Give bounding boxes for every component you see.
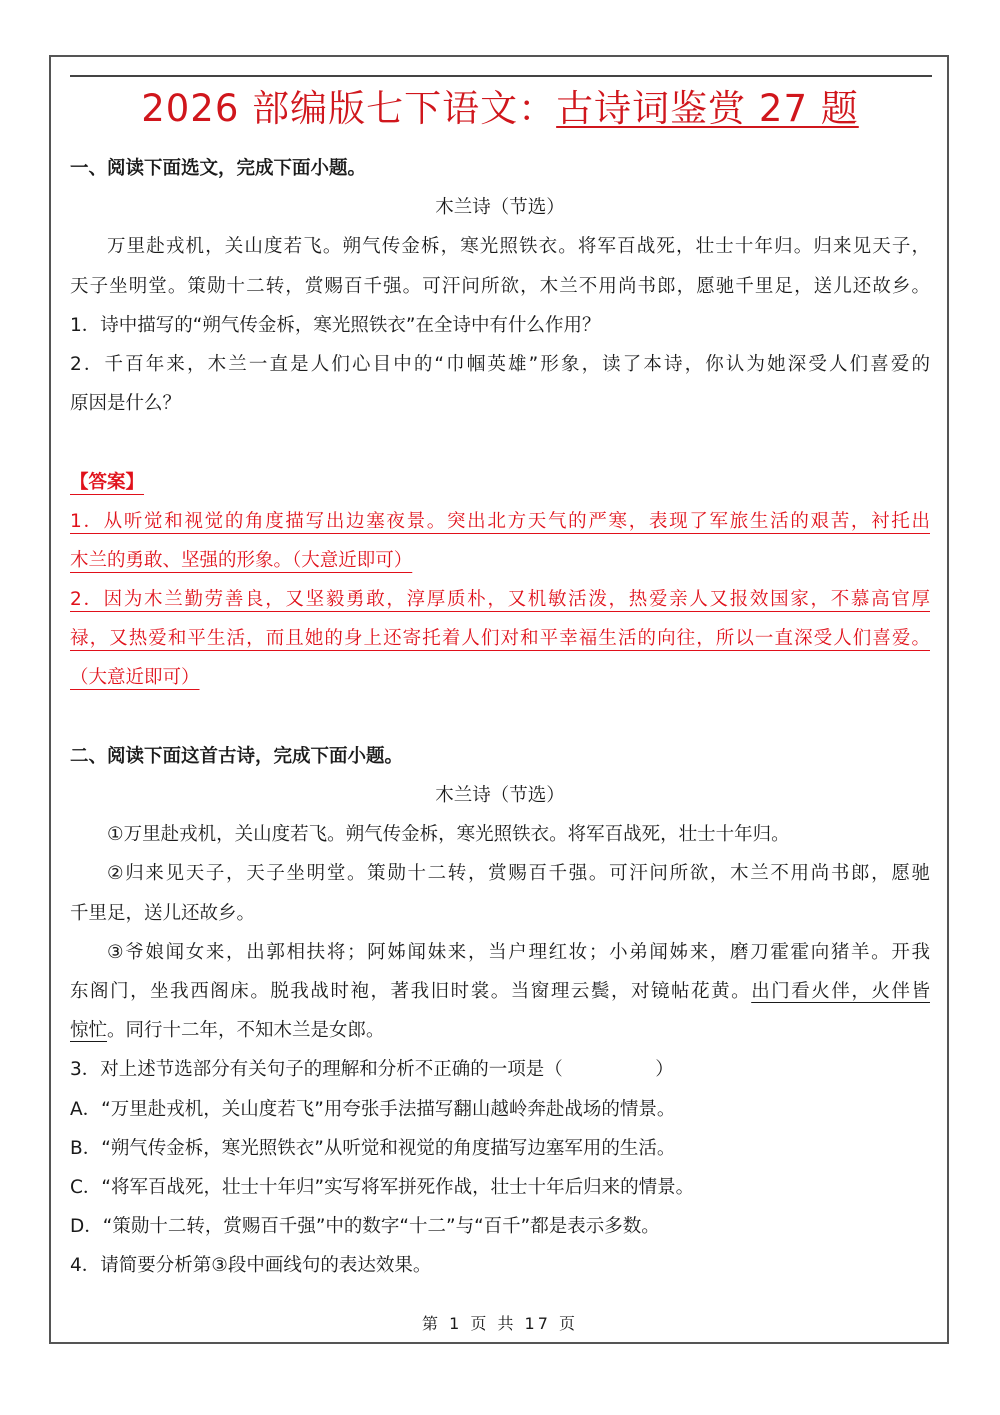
poem-paragraph-3: ③爷娘闻女来，出郭相扶将；阿姊闻妹来，当户理红妆；小弟闻姊来，磨刀霍霍向猪羊。开我 xyxy=(107,941,930,963)
option-c: C．“将军百战死，壮士十年归”实写将军拼死作战，壮士十年后归来的情景。 xyxy=(70,1176,695,1198)
poem-line: 万里赴戎机，关山度若飞。朔气传金柝，寒光照铁衣。将军百战死，壮士十年归。归来见天子， xyxy=(107,236,930,258)
answer-2: 2．因为木兰勤劳善良，又坚毅勇敢，淳厚质朴，又机敏活泼，热爱亲人又报效国家，不慕高官厚 xyxy=(70,589,930,611)
question-3: 3．对上述节选部分有关句子的理解和分析不正确的一项是（ ） xyxy=(70,1059,674,1081)
title-main: 古诗词鉴赏 27 题 xyxy=(556,87,859,130)
header-rule xyxy=(70,75,932,77)
document-body xyxy=(70,149,930,1285)
answer-1-cont: 木兰的勇敢、坚强的形象。（大意近即可） xyxy=(70,549,413,571)
question-2-cont: 原因是什么？ xyxy=(70,393,182,415)
section2-poem-title: 木兰诗（节选） xyxy=(435,785,565,806)
option-d: D．“策勋十二转，赏赐百千强”中的数字“十二”与“百千”都是表示多数。 xyxy=(70,1216,660,1238)
poem-paragraph-2: ②归来见天子，天子坐明堂。策勋十二转，赏赐百千强。可汗问所欲，木兰不用尚书郎，愿驰 xyxy=(107,863,930,885)
option-a: A．“万里赴戎机，关山度若飞”用夸张手法描写翻山越岭奔赴战场的情景。 xyxy=(70,1098,676,1120)
section2-heading: 二、阅读下面这首古诗，完成下面小题。 xyxy=(70,745,404,767)
underlined-sentence: 出门看火伴，火伴皆 xyxy=(751,980,930,1002)
page-number: 第 1 页 共 17 页 xyxy=(422,1314,578,1333)
poem-paragraph-2-cont: 千里足，送儿还故乡。 xyxy=(70,902,256,924)
option-b: B．“朔气传金柝，寒光照铁衣”从听觉和视觉的角度描写边塞军用的生活。 xyxy=(70,1137,676,1159)
question-4: 4．请简要分析第③段中画线句的表达效果。 xyxy=(70,1255,432,1277)
poem-paragraph-3-line2: 东阁门，坐我西阁床。脱我战时袍，著我旧时裳。当窗理云鬓，对镜帖花黄。出门看火伴，火伴皆 xyxy=(70,980,930,1002)
title-prefix: 2026 部编版七下语文： xyxy=(141,87,557,130)
section1-poem-title: 木兰诗（节选） xyxy=(435,197,565,219)
question-2: 2．千百年来，木兰一直是人们心目中的“巾帼英雄”形象，读了本诗，你认为她深受人们喜爱的 xyxy=(70,353,930,375)
answer-2-cont: 禄，又热爱和平生活，而且她的身上还寄托着人们对和平幸福生活的向往，所以一直深受人们喜爱。 xyxy=(70,628,930,650)
answer-2-end: （大意近即可） xyxy=(70,667,200,689)
underlined-sentence-end: 惊忙 xyxy=(70,1020,108,1042)
answer-label: 【答案】 xyxy=(70,471,145,493)
poem-paragraph-3-line3: 惊忙。同行十二年，不知木兰是女郎。 xyxy=(70,1020,385,1042)
document-title xyxy=(0,78,1000,132)
question-1: 1．诗中描写的“朔气传金柝，寒光照铁衣”在全诗中有什么作用？ xyxy=(70,314,601,336)
poem-line: 天子坐明堂。策勋十二转，赏赐百千强。可汗问所欲，木兰不用尚书郎，愿驰千里足，送儿还故乡。 xyxy=(70,275,930,297)
poem-paragraph-1: ①万里赴戎机，关山度若飞。朔气传金柝，寒光照铁衣。将军百战死，壮士十年归。 xyxy=(107,824,790,846)
section1-heading: 一、阅读下面选文，完成下面小题。 xyxy=(70,158,367,179)
answer-1: 1．从听觉和视觉的角度描写出边塞夜景。突出北方天气的严寒，表现了军旅生活的艰苦，衬托出 xyxy=(70,510,930,532)
